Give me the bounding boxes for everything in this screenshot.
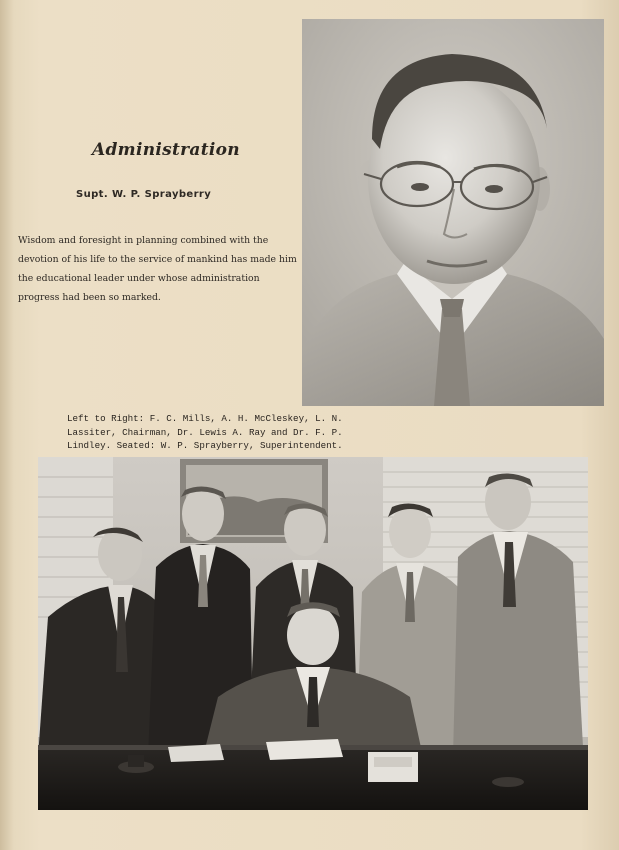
school-board-photo xyxy=(38,457,588,810)
superintendent-portrait xyxy=(302,19,604,406)
superintendent-name: Supt. W. P. Sprayberry xyxy=(76,189,212,200)
superintendent-bio: Wisdom and foresight in planning combined with the devotion of his life to the service of mankind has made him the educational leader under whose administration progress had been so marked. xyxy=(18,235,297,303)
group-photo-caption: Left to Right: F. C. Mills, A. H. McCleskey, L. N. Lassiter, Chairman, Dr. Lewis A. Ray and Dr. F. P. Lindley. Seated: W. P. Sprayberry, Superintendent. xyxy=(67,413,343,451)
section-title: Administration xyxy=(92,140,240,160)
